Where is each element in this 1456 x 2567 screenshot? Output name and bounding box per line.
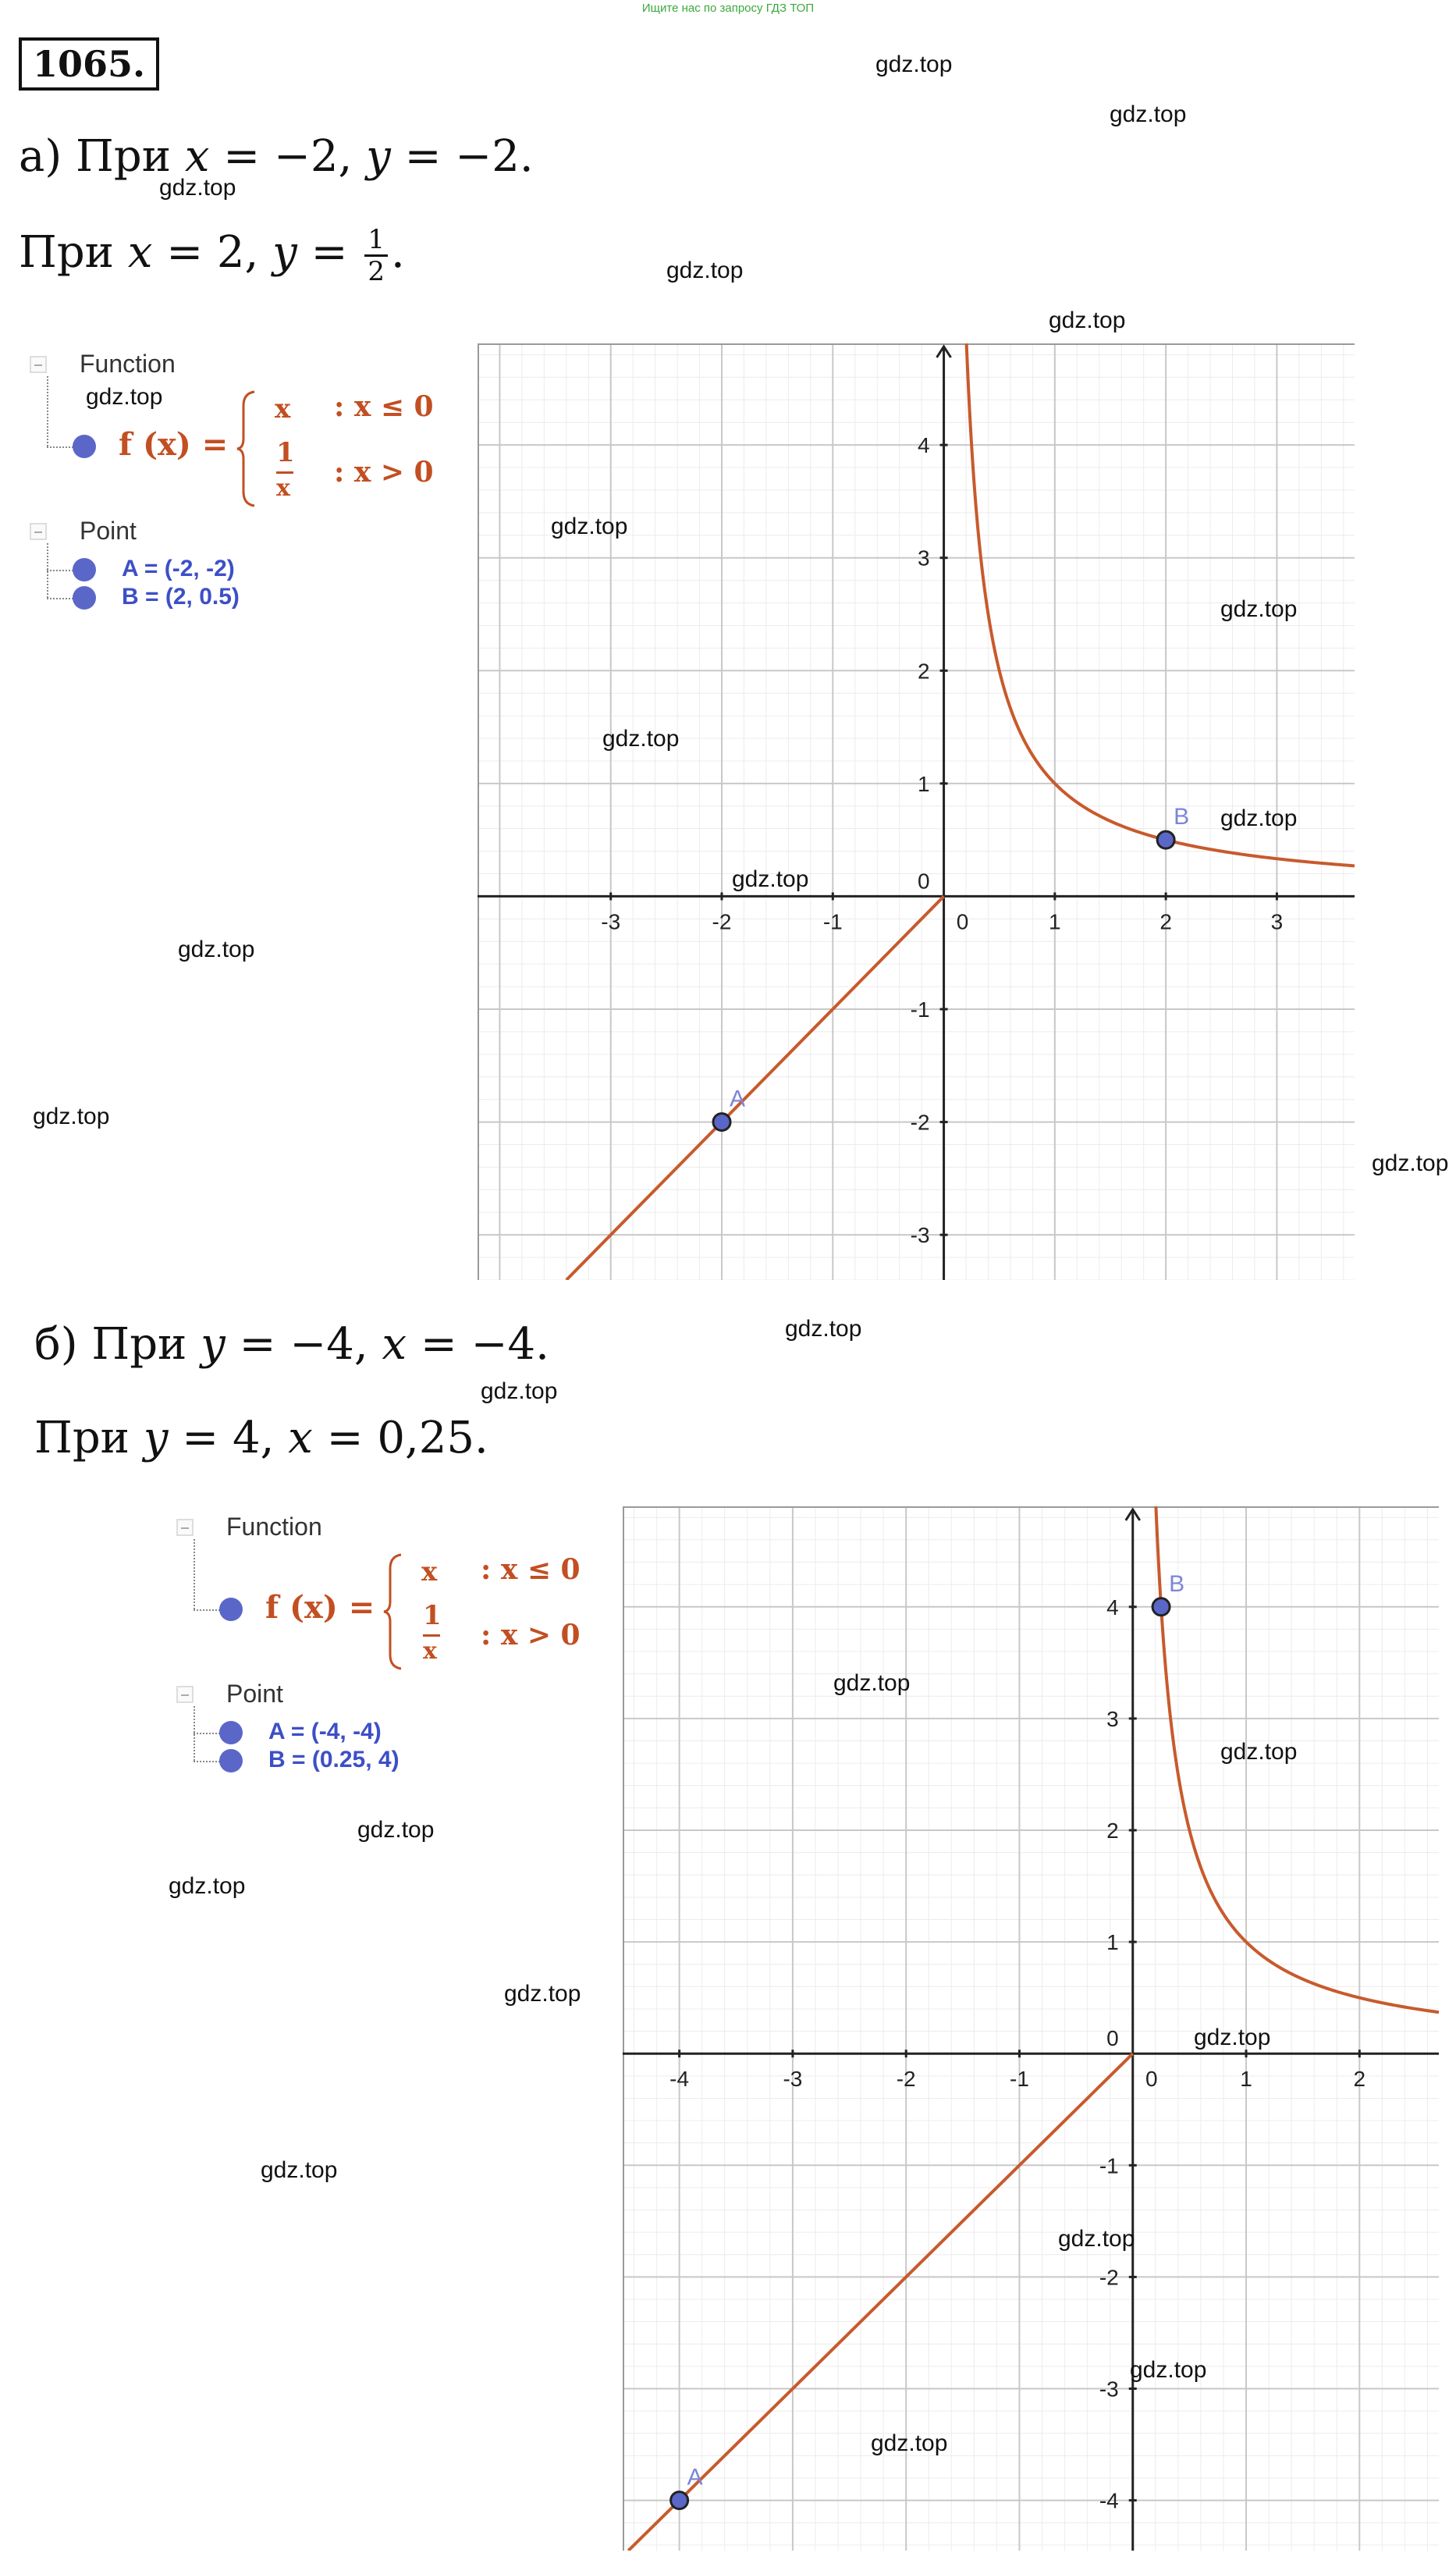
point-b-visibility-toggle[interactable]	[73, 586, 96, 610]
x-tick-label: 2	[1353, 2067, 1366, 2092]
x-tick-label: -2	[712, 909, 732, 934]
y-tick-label: -4	[1099, 2488, 1119, 2513]
watermark: gdz.top	[602, 726, 680, 752]
part-a-line1-var1: x	[184, 131, 210, 182]
part-a-line2-prefix: При	[19, 227, 128, 278]
watermark: gdz.top	[178, 937, 255, 962]
piece1-expr: x	[421, 1556, 438, 1587]
y-tick-label: -3	[910, 1223, 930, 1248]
fraction-denominator: 2	[368, 256, 385, 287]
y-tick-label: -2	[1099, 2265, 1119, 2290]
part-b-line2	[34, 1413, 488, 1463]
collapse-function-icon[interactable]	[30, 356, 47, 373]
point-header: Point	[226, 1680, 283, 1708]
point-a-label: A = (-4, -4)	[268, 1719, 382, 1744]
watermark: gdz.top	[666, 258, 744, 283]
watermark: gdz.top	[481, 1378, 558, 1404]
y-tick-label: 4	[917, 433, 930, 458]
piece2-fraction-bar	[423, 1634, 440, 1637]
point-b-label: B = (2, 0.5)	[122, 584, 240, 610]
watermark: gdz.top	[833, 1670, 911, 1696]
fraction-one-half	[364, 225, 388, 286]
piece1-condition: : x ≤ 0	[481, 1553, 581, 1586]
part-a-line2-var2: y	[272, 227, 297, 278]
point-b	[1152, 1598, 1170, 1616]
y-tick-label: 1	[917, 771, 930, 796]
function-label: f (x) =	[119, 426, 229, 463]
point-a-visibility-toggle[interactable]	[219, 1721, 243, 1744]
part-b-line1-prefix: б) При	[34, 1319, 201, 1370]
watermark: gdz.top	[1049, 308, 1126, 333]
collapse-function-icon[interactable]	[176, 1519, 194, 1536]
y-tick-label: 1	[1106, 1930, 1119, 1955]
x-tick-label: -1	[822, 909, 843, 934]
point-label-b: B	[1169, 1570, 1185, 1597]
watermark: gdz.top	[33, 1104, 110, 1129]
part-b-line1-var2: x	[382, 1319, 407, 1370]
piece2-fraction-bar	[276, 471, 293, 474]
watermark: gdz.top	[86, 384, 163, 410]
y-tick-label: 4	[1106, 1595, 1119, 1619]
part-b-line1-eq1: = −4,	[225, 1319, 382, 1370]
part-a-line2-eq2: =	[297, 227, 362, 278]
piece2-condition: : x > 0	[481, 1619, 581, 1651]
point-label-a: A	[730, 1086, 746, 1112]
y-tick-label: 3	[1106, 1706, 1119, 1731]
watermark: gdz.top	[261, 2157, 338, 2183]
tree-line	[47, 376, 48, 446]
watermark: gdz.top	[504, 1981, 581, 2007]
x-tick-label: -3	[783, 2067, 803, 2092]
y-tick-label: -1	[1099, 2153, 1119, 2178]
left-brace-icon	[236, 390, 257, 507]
watermark: gdz.top	[1220, 1739, 1298, 1765]
watermark: gdz.top	[551, 514, 628, 539]
piece2-numerator: 1	[423, 1600, 442, 1631]
point-a	[713, 1114, 730, 1131]
point-header: Point	[80, 517, 137, 545]
watermark: gdz.top	[1130, 2357, 1207, 2383]
part-a-line2-var1: x	[127, 227, 153, 278]
part-b-line2-var2: x	[288, 1413, 313, 1463]
y-tick-label: 3	[917, 546, 930, 571]
function-visibility-toggle[interactable]	[219, 1598, 243, 1621]
plot-area	[623, 1506, 1439, 2551]
piece2-denominator: x	[423, 1637, 437, 1665]
piece1-condition: : x ≤ 0	[334, 390, 434, 423]
part-a-line1	[19, 131, 534, 182]
point-a-visibility-toggle[interactable]	[73, 558, 96, 581]
x-tick-label: 2	[1159, 909, 1172, 934]
x-tick-label: -4	[669, 2067, 690, 2092]
y-tick-label: 2	[917, 659, 930, 684]
part-a-line2	[19, 225, 405, 286]
x-tick-label: -3	[601, 909, 621, 934]
part-b-line1	[34, 1319, 549, 1370]
function-header: Function	[226, 1513, 322, 1541]
point-b-visibility-toggle[interactable]	[219, 1749, 243, 1772]
watermark: gdz.top	[159, 175, 236, 201]
point-b-label: B = (0.25, 4)	[268, 1747, 400, 1772]
y-tick-label: -1	[910, 997, 930, 1022]
part-b-line1-eq2: = −4.	[407, 1319, 549, 1370]
point-label-b: B	[1174, 804, 1190, 830]
watermark: gdz.top	[1372, 1150, 1449, 1176]
function-visibility-toggle[interactable]	[73, 435, 96, 458]
graph-2[interactable]	[623, 1506, 1439, 2551]
problem-number: 1065.	[19, 37, 159, 91]
watermark: gdz.top	[1220, 805, 1298, 831]
part-b-line2-eq1: = 4,	[168, 1413, 289, 1463]
point-a	[671, 2492, 688, 2509]
watermark: gdz.top	[357, 1817, 435, 1843]
x-tick-label: 0	[1145, 2067, 1158, 2092]
piece1-expr: x	[275, 393, 291, 425]
watermark: gdz.top	[785, 1316, 862, 1342]
algebra-panel-2	[170, 1513, 623, 1794]
part-b-line2-var1: y	[143, 1413, 169, 1463]
piece2-numerator: 1	[276, 437, 295, 468]
x-tick-label: 3	[1270, 909, 1284, 934]
watermark: gdz.top	[1220, 596, 1298, 622]
tree-line	[194, 1539, 195, 1609]
x-tick-label: 0	[956, 909, 969, 934]
piece2-denominator: x	[276, 475, 290, 502]
part-a-line2-eq1: = 2,	[152, 227, 273, 278]
origin-label: 0	[917, 869, 930, 894]
point-label-a: A	[687, 2464, 703, 2491]
watermark: gdz.top	[1110, 101, 1187, 127]
watermark: gdz.top	[1194, 2025, 1271, 2050]
part-a-line1-eq1: = −2,	[209, 131, 367, 182]
part-a-line1-prefix: а) При	[19, 131, 185, 182]
point-a-label: A = (-2, -2)	[122, 556, 235, 581]
top-note: Ищите нас по запросу ГДЗ ТОП	[641, 2, 815, 15]
y-tick-label: -2	[910, 1110, 930, 1135]
left-brace-icon	[382, 1553, 404, 1670]
x-tick-label: 1	[1240, 2067, 1252, 2092]
x-tick-label: -2	[896, 2067, 916, 2092]
point-b	[1157, 831, 1174, 848]
part-a-line1-var2: y	[366, 131, 391, 182]
function-header: Function	[80, 350, 176, 378]
y-tick-label: 2	[1106, 1818, 1119, 1843]
y-tick-label: -3	[1099, 2377, 1119, 2402]
fraction-numerator: 1	[364, 225, 388, 257]
part-b-line2-prefix: При	[34, 1413, 144, 1463]
collapse-point-icon[interactable]	[176, 1686, 194, 1703]
function-label: f (x) =	[265, 1589, 375, 1626]
x-tick-label: 1	[1049, 909, 1061, 934]
watermark: gdz.top	[732, 866, 809, 892]
collapse-point-icon[interactable]	[30, 523, 47, 540]
part-a-line1-eq2: = −2.	[390, 131, 534, 182]
origin-label: 0	[1106, 2026, 1119, 2051]
part-b-line1-var1: y	[201, 1319, 226, 1370]
watermark: gdz.top	[875, 52, 953, 77]
piece2-condition: : x > 0	[334, 456, 434, 489]
part-a-line2-end: .	[390, 227, 405, 278]
x-tick-label: -1	[1010, 2067, 1029, 2092]
watermark: gdz.top	[169, 1873, 246, 1899]
watermark: gdz.top	[871, 2430, 948, 2456]
part-b-line2-eq2: = 0,25.	[312, 1413, 488, 1463]
watermark: gdz.top	[1058, 2226, 1135, 2252]
